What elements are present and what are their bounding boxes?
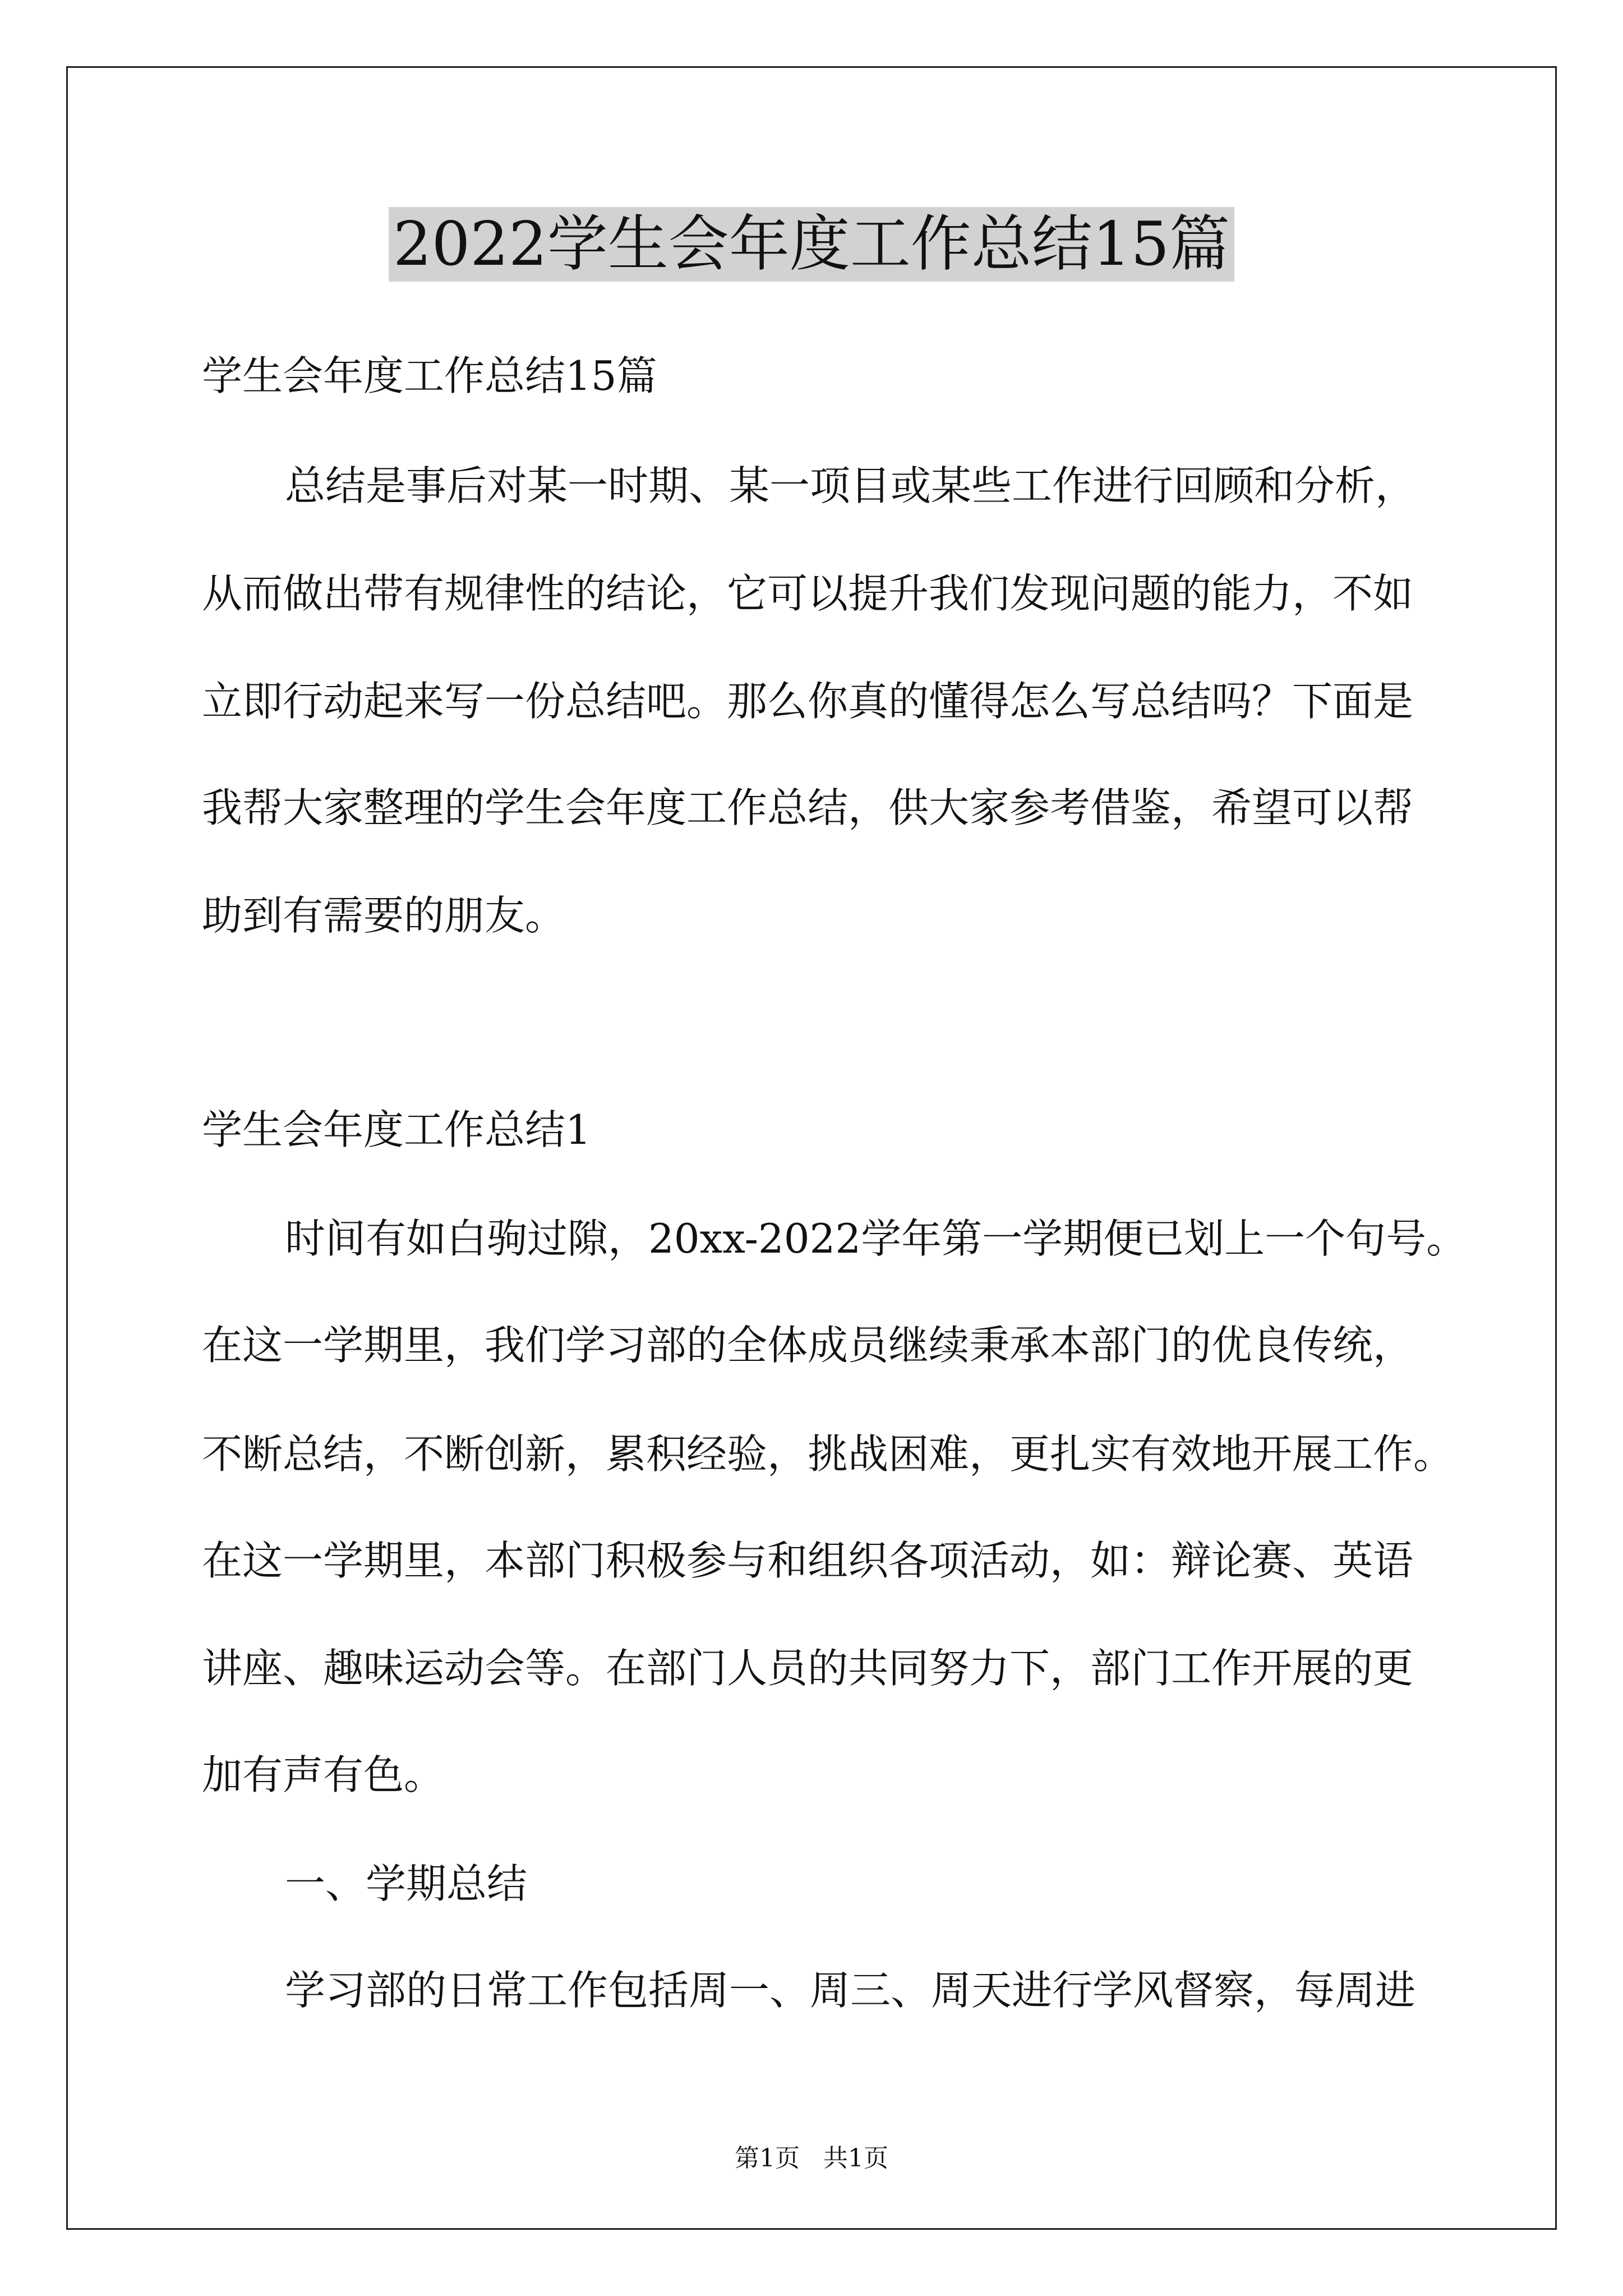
subheading-term-summary: 一、学期总结 — [285, 1860, 528, 1907]
section-1-line-2: 在这一学期里，我们学习部的全体成员继续秉承本部门的优良传统， — [202, 1322, 1414, 1369]
section-1-line-1: 时间有如白驹过隙，20xx-2022学年第一学期便已划上一个句号。 — [285, 1215, 1467, 1262]
page-number-footer: 第1页 共1页 — [735, 2144, 888, 2173]
section-1-line-3: 不断总结，不断创新，累积经验，挑战困难，更扎实有效地开展工作。 — [202, 1430, 1454, 1478]
document-title-text: 2022学生会年度工作总结15篇 — [389, 207, 1234, 282]
intro-line-2: 从而做出带有规律性的结论，它可以提升我们发现问题的能力，不如 — [202, 570, 1414, 617]
section-1-line-4: 在这一学期里，本部门积极参与和组织各项活动，如：辩论赛、英语 — [202, 1537, 1414, 1584]
section-1-line-6: 加有声有色。 — [202, 1751, 445, 1798]
intro-line-3: 立即行动起来写一份总结吧。那么你真的懂得怎么写总结吗？下面是 — [202, 678, 1414, 725]
intro-line-5: 助到有需要的朋友。 — [202, 892, 566, 939]
document-subtitle: 学生会年度工作总结15篇 — [202, 352, 657, 399]
paragraph-line: 学习部的日常工作包括周一、周三、周天进行学风督察，每周进 — [285, 1967, 1416, 2014]
section-1-heading: 学生会年度工作总结1 — [202, 1106, 591, 1153]
intro-line-1: 总结是事后对某一时期、某一项目或某些工作进行回顾和分析， — [285, 462, 1416, 509]
section-1-line-5: 讲座、趣味运动会等。在部门人员的共同努力下，部门工作开展的更 — [202, 1645, 1414, 1692]
intro-line-4: 我帮大家整理的学生会年度工作总结，供大家参考借鉴，希望可以帮 — [202, 784, 1414, 831]
document-title — [0, 205, 1623, 284]
